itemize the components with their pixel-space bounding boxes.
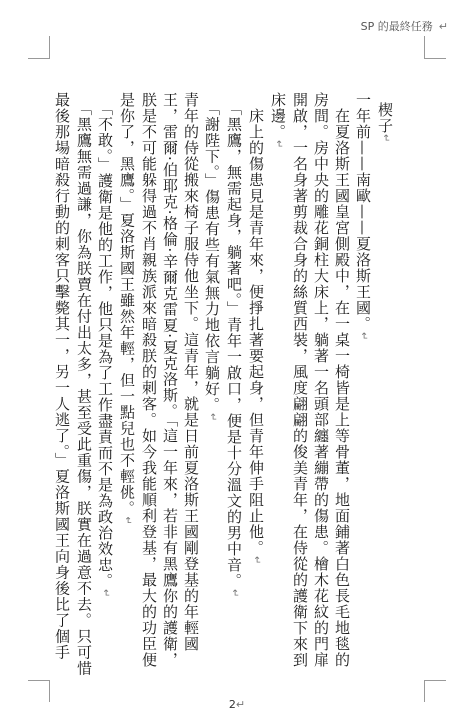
paragraph: 床上的傷患見是青年來，便掙扎著要起身，但青年伸手阻止他。↵ bbox=[247, 108, 265, 565]
page-number: 2 bbox=[228, 698, 236, 711]
crop-mark-top-right bbox=[424, 36, 425, 59]
crop-mark-bottom-right bbox=[424, 680, 446, 681]
vertical-text-body bbox=[51, 92, 396, 678]
paragraph: 青年的侍從搬來椅子服侍他坐下。這青年，就是日前夏洛斯王國剛登基的年輕國王，雷爾·伯耶克·格倫·辛爾克雷夏·夏克洛斯。「這一年來，若非有黑鷹你的護衛，朕是不可能躲得過不肖親族派來暗殺朕的刺客。如今我能順利登基，最大的功臣便是你了，黑鷹。」夏洛斯國王雖然年輕，但一點兒也不輕佻。↵ bbox=[118, 92, 200, 668]
paragraph: 「謝陛下。」傷患有些有氣無力地依言躺好。↵ bbox=[203, 108, 221, 422]
paragraph: 「不敢。」護衛是他的工作，他只是為了工作盡責而不是為政治效忠。↵ bbox=[96, 108, 114, 598]
paragraph: 「黑鷹，無需起身，躺著吧。」青年一啟口，便是十分溫文的男中音。↵ bbox=[225, 108, 243, 598]
paragraph-mark-icon: ↵ bbox=[235, 698, 246, 711]
crop-mark-top-right bbox=[424, 58, 446, 59]
paragraph-mark-icon: ↵ bbox=[438, 20, 448, 33]
paragraph: 「黑鷹無需過謙，你為朕賣在付出太多，甚至受此重傷，朕實在過意不去。只可惜最後那場暗殺行動的刺客只擊斃其一，另一人逃了。」夏洛斯國王向身後比了個手 bbox=[53, 92, 93, 677]
crop-mark-bottom-left bbox=[28, 680, 50, 681]
header-title: SP 的最終任務 bbox=[360, 20, 433, 33]
chapter-subtitle: 一年前——南歐——夏洛斯王國。↵ bbox=[354, 92, 372, 341]
page-footer bbox=[0, 698, 474, 711]
crop-mark-top-left bbox=[49, 36, 50, 59]
chapter-title: 楔子↵ bbox=[376, 102, 394, 143]
page-header bbox=[361, 18, 448, 34]
paragraph: 在夏洛斯王國皇宮側殿中，在一桌一椅皆是上等骨董，地面鋪著白色長毛地毯的房間。房中央的雕花銅柱大床上，躺著一名頭部纏著繃帶的傷患。檜木花紋的門扉開啟，一名身著剪裁合身的絲質西裝，風度翩翩的俊美青年，在侍從的護衛下來到床邊。↵ bbox=[269, 92, 351, 668]
crop-mark-top-left bbox=[28, 58, 50, 59]
